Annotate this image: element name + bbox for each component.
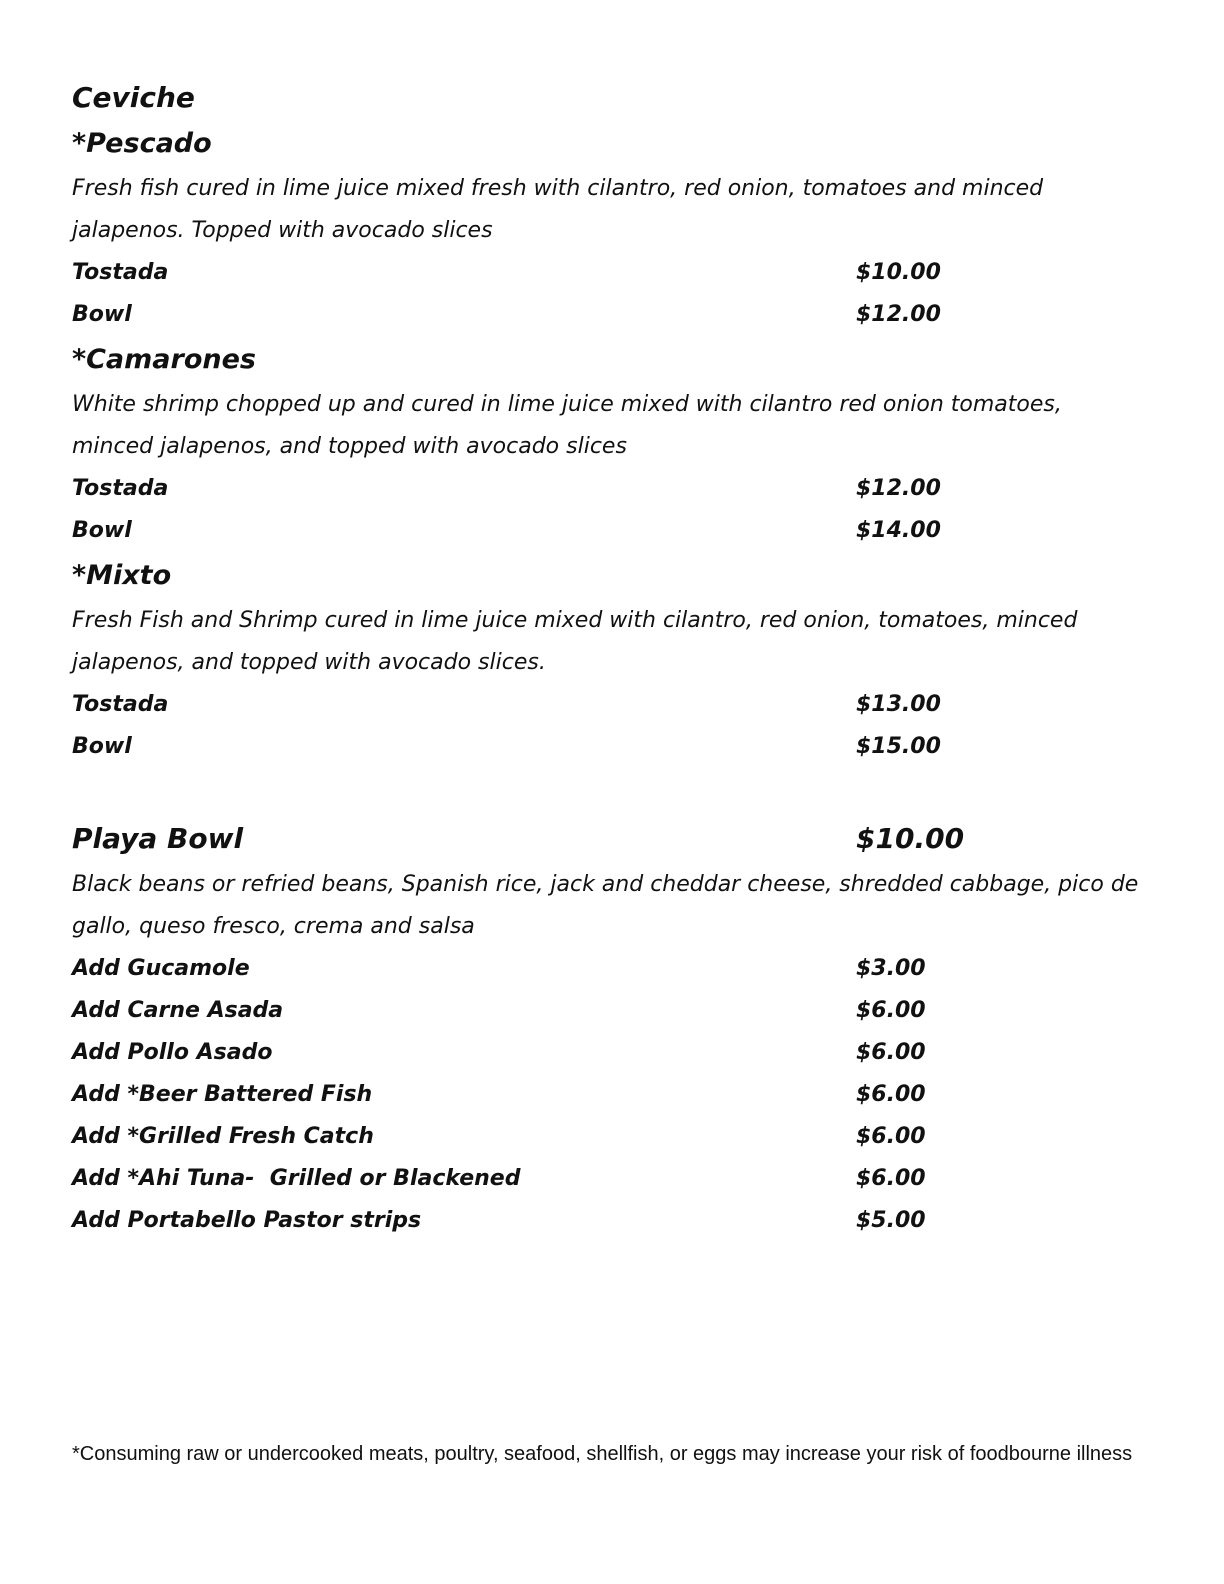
- addon-row: [72, 1116, 1152, 1158]
- addon-price: $3.00: [856, 956, 926, 981]
- ceviche-heading: Ceviche: [72, 81, 195, 114]
- section-spacer: [72, 768, 1152, 814]
- health-disclaimer: *Consuming raw or undercooked meats, poultry, seafood, shellfish, or eggs may increase your risk of foodbourne illness: [72, 1443, 1133, 1465]
- addon-row: [72, 1200, 1152, 1242]
- addon-row: [72, 990, 1152, 1032]
- item-name: *Mixto: [72, 560, 172, 591]
- addon-price: $6.00: [856, 998, 926, 1023]
- option-label: Bowl: [72, 302, 132, 327]
- menu-item-camarones: [72, 336, 1152, 552]
- addon-label: Add Gucamole: [72, 956, 250, 981]
- item-name: *Pescado: [72, 128, 212, 159]
- addon-row: [72, 1032, 1152, 1074]
- addon-price: $6.00: [856, 1082, 926, 1107]
- option-label: Bowl: [72, 734, 132, 759]
- addon-price: $5.00: [856, 1208, 926, 1233]
- option-label: Tostada: [72, 692, 169, 717]
- item-name: Playa Bowl: [72, 822, 244, 855]
- addon-label: Add Carne Asada: [72, 998, 284, 1023]
- price-row: [72, 510, 1152, 552]
- addon-row: [72, 1074, 1152, 1116]
- item-description: White shrimp chopped up and cured in lime juice mixed with cilantro red onion tomatoes, minced jalapenos, and topped with avocado slices: [72, 392, 1062, 459]
- addon-label: Add Pollo Asado: [72, 1040, 273, 1065]
- addon-price: $6.00: [856, 1166, 926, 1191]
- menu-content: [72, 76, 1152, 1242]
- item-description: Fresh fish cured in lime juice mixed fresh with cilantro, red onion, tomatoes and minced jalapenos. Topped with avocado slices: [72, 176, 1044, 243]
- item-description: Fresh Fish and Shrimp cured in lime juice mixed with cilantro, red onion, tomatoes, minced jalapenos, and topped with avocado slices.: [72, 608, 1078, 675]
- option-label: Tostada: [72, 260, 169, 285]
- price-row: [72, 294, 1152, 336]
- price-row: [72, 468, 1152, 510]
- item-price: $10.00: [856, 822, 965, 855]
- option-price: $14.00: [856, 518, 941, 543]
- addon-row: [72, 948, 1152, 990]
- price-row: [72, 726, 1152, 768]
- playa-bowl-header: [72, 814, 1152, 864]
- addon-price: $6.00: [856, 1040, 926, 1065]
- price-row: [72, 252, 1152, 294]
- menu-item-mixto: [72, 552, 1152, 768]
- item-name: *Camarones: [72, 344, 256, 375]
- option-price: $10.00: [856, 260, 941, 285]
- option-price: $15.00: [856, 734, 941, 759]
- menu-item-playa-bowl: [72, 814, 1152, 1242]
- addon-label: Add *Ahi Tuna- Grilled or Blackened: [72, 1166, 521, 1191]
- addon-label: Add *Grilled Fresh Catch: [72, 1124, 374, 1149]
- option-price: $13.00: [856, 692, 941, 717]
- addon-price: $6.00: [856, 1124, 926, 1149]
- menu-item-pescado: [72, 120, 1152, 336]
- option-label: Tostada: [72, 476, 169, 501]
- addon-row: [72, 1158, 1152, 1200]
- addon-label: Add *Beer Battered Fish: [72, 1082, 373, 1107]
- item-description: Black beans or refried beans, Spanish rice, jack and cheddar cheese, shredded cabbage, pico de gallo, queso fresco, crema and salsa: [72, 872, 1139, 939]
- option-price: $12.00: [856, 476, 941, 501]
- option-label: Bowl: [72, 518, 132, 543]
- addon-label: Add Portabello Pastor strips: [72, 1208, 422, 1233]
- option-price: $12.00: [856, 302, 941, 327]
- price-row: [72, 684, 1152, 726]
